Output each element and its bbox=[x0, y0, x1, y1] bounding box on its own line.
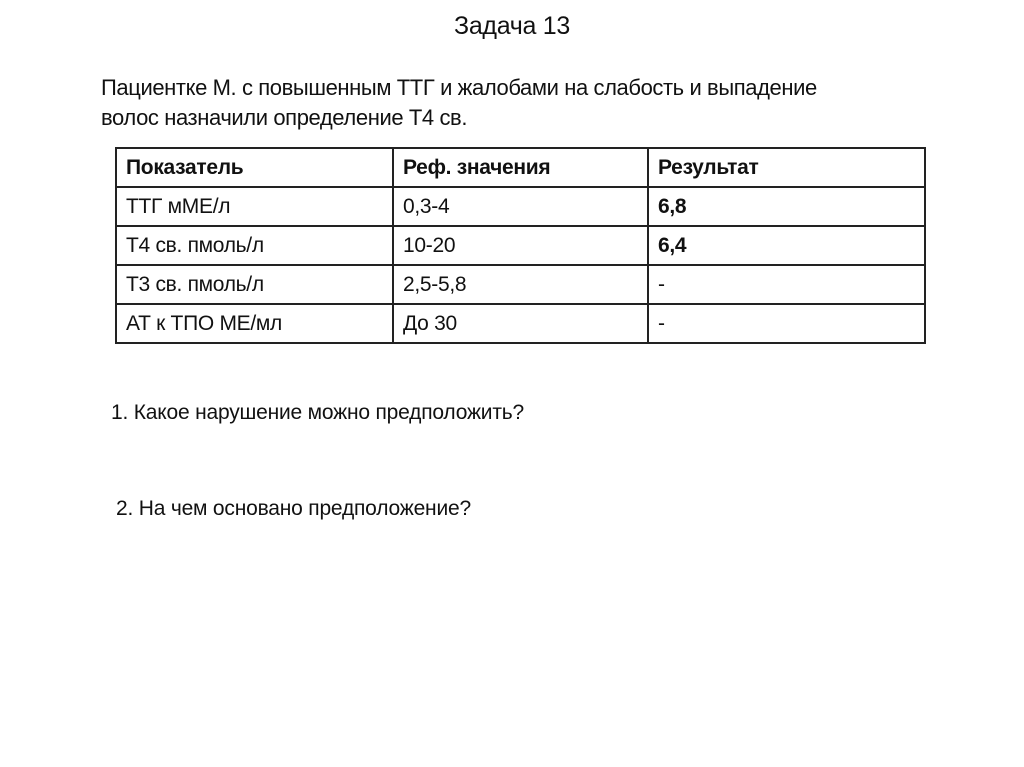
cell-indicator: Т4 св. пмоль/л bbox=[116, 226, 393, 265]
cell-reference: 10-20 bbox=[393, 226, 648, 265]
cell-result: - bbox=[648, 304, 925, 343]
case-description-line-2: волос назначили определение Т4 св. bbox=[101, 105, 468, 130]
table-row bbox=[116, 187, 925, 226]
cell-result: - bbox=[648, 265, 925, 304]
slide-title: Задача 13 bbox=[454, 12, 570, 40]
case-description bbox=[101, 73, 921, 133]
cell-reference: 0,3-4 bbox=[393, 187, 648, 226]
table-header-row bbox=[116, 148, 925, 187]
cell-reference: До 30 bbox=[393, 304, 648, 343]
cell-result: 6,4 bbox=[648, 226, 925, 265]
question-2: 2. На чем основано предположение? bbox=[116, 497, 471, 520]
cell-indicator: ТТГ мМЕ/л bbox=[116, 187, 393, 226]
table-row bbox=[116, 304, 925, 343]
lab-results-table bbox=[115, 147, 926, 344]
header-indicator: Показатель bbox=[116, 148, 393, 187]
table-row bbox=[116, 265, 925, 304]
cell-result: 6,8 bbox=[648, 187, 925, 226]
cell-indicator: АТ к ТПО МЕ/мл bbox=[116, 304, 393, 343]
cell-indicator: Т3 св. пмоль/л bbox=[116, 265, 393, 304]
cell-reference: 2,5-5,8 bbox=[393, 265, 648, 304]
case-description-line-1: Пациентке М. с повышенным ТТГ и жалобами на слабость и выпадение bbox=[101, 75, 817, 100]
header-result: Результат bbox=[648, 148, 925, 187]
header-reference: Реф. значения bbox=[393, 148, 648, 187]
table-row bbox=[116, 226, 925, 265]
question-1: 1. Какое нарушение можно предположить? bbox=[111, 401, 524, 424]
